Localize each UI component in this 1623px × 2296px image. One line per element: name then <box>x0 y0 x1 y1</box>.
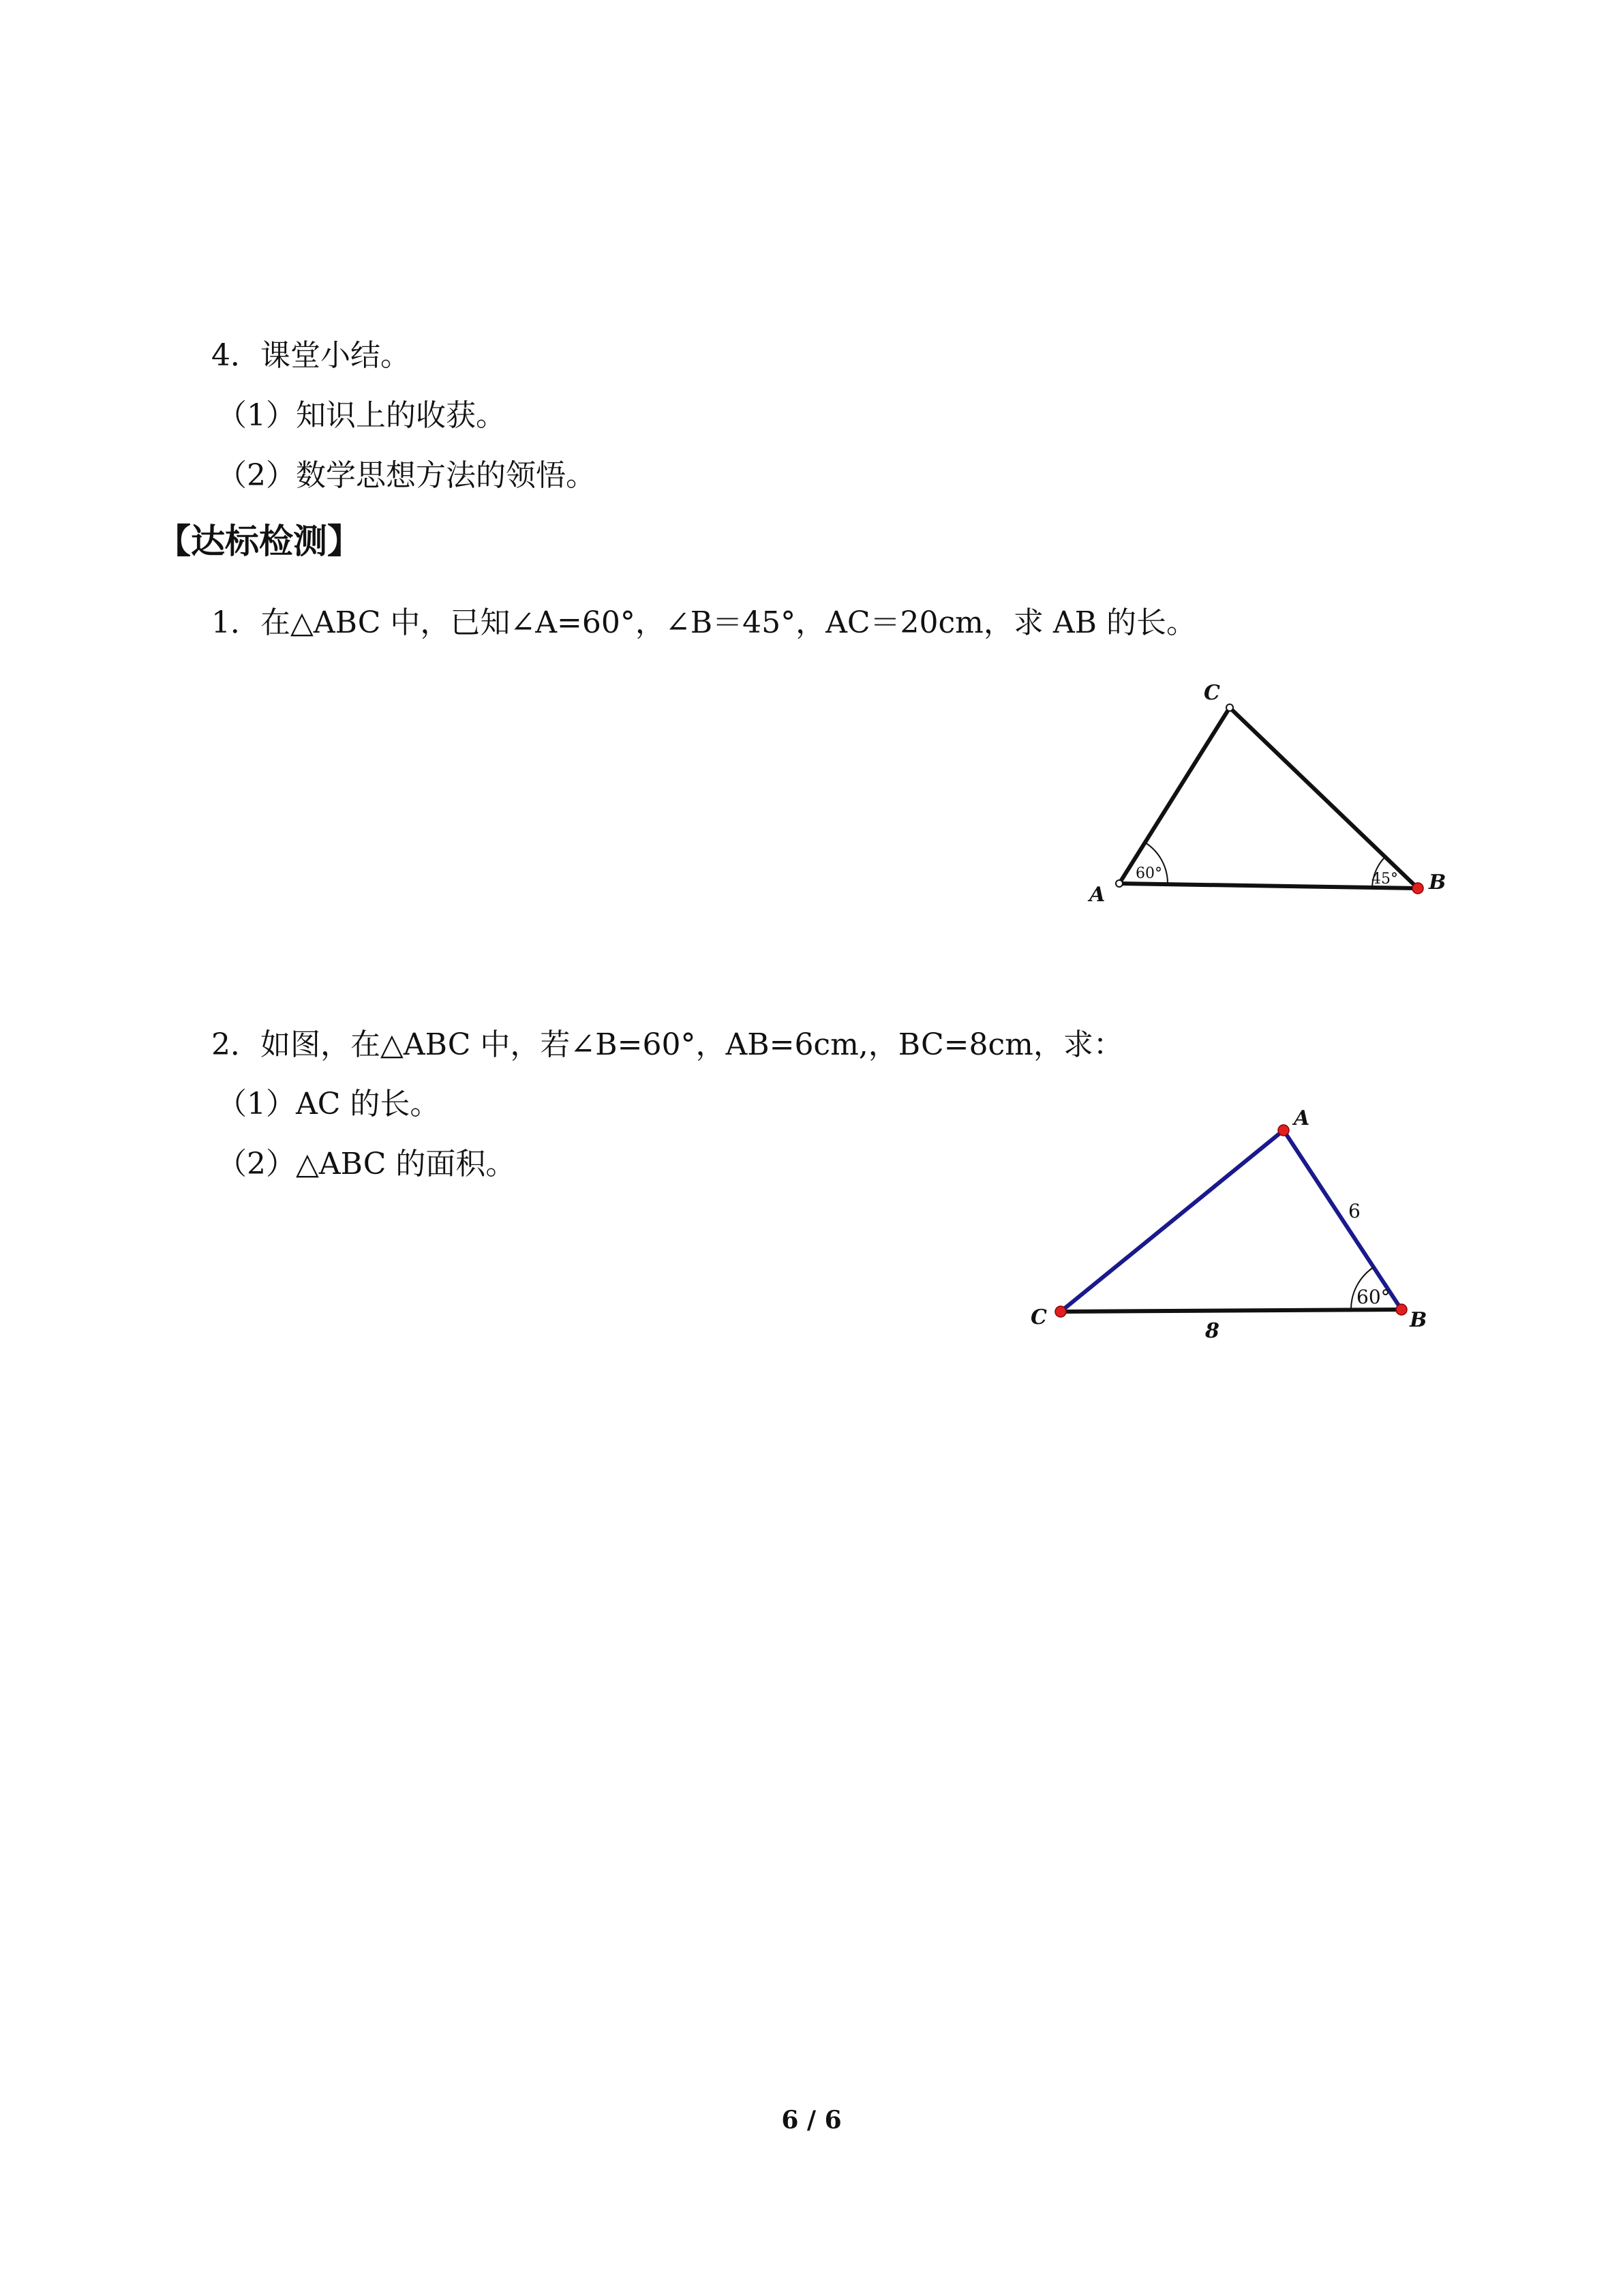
summary-item-knowledge: （1）知识上的收获。 <box>217 398 506 433</box>
label-b: B <box>1429 871 1446 894</box>
question-2-item-area: （2）△ABC 的面积。 <box>217 1147 516 1181</box>
question-1-figure <box>1063 675 1466 913</box>
label-a: A <box>1294 1106 1310 1130</box>
point-c <box>1055 1306 1066 1317</box>
side-ca <box>1119 708 1230 883</box>
side-ca <box>1061 1130 1284 1312</box>
point-b <box>1396 1304 1407 1315</box>
side-ab-label: 6 <box>1348 1200 1361 1222</box>
question-2-text: 2．如图，在△ABC 中，若∠B=60°，AB=6cm,，BC=8cm，求： <box>211 1027 1123 1062</box>
label-a: A <box>1089 883 1106 907</box>
point-c <box>1226 704 1233 711</box>
point-b <box>1412 883 1423 894</box>
side-ab <box>1284 1130 1401 1310</box>
question-2-figure <box>1022 1104 1459 1350</box>
side-cb <box>1230 708 1418 888</box>
question-1-text: 1．在△ABC 中，已知∠A=60°，∠B＝45°，AC＝20cm，求 AB 的长。 <box>211 605 1196 640</box>
summary-item-method: （2）数学思想方法的领悟。 <box>217 458 596 493</box>
page-number: 6 / 6 <box>781 2106 842 2134</box>
angle-b-label: 60° <box>1356 1286 1391 1308</box>
point-a <box>1116 880 1123 887</box>
label-c: C <box>1031 1305 1047 1329</box>
side-bc-label: 8 <box>1205 1319 1219 1343</box>
angle-a-label: 60° <box>1136 865 1162 882</box>
question-2-item-ac: （1）AC 的长。 <box>217 1087 440 1121</box>
side-cb <box>1061 1310 1401 1312</box>
point-a <box>1278 1125 1289 1136</box>
summary-title: 4．课堂小结。 <box>211 338 410 373</box>
angle-b-label: 45° <box>1371 871 1398 888</box>
assessment-heading: 【达标检测】 <box>157 521 361 561</box>
label-c: C <box>1204 681 1220 705</box>
label-b: B <box>1410 1308 1427 1332</box>
